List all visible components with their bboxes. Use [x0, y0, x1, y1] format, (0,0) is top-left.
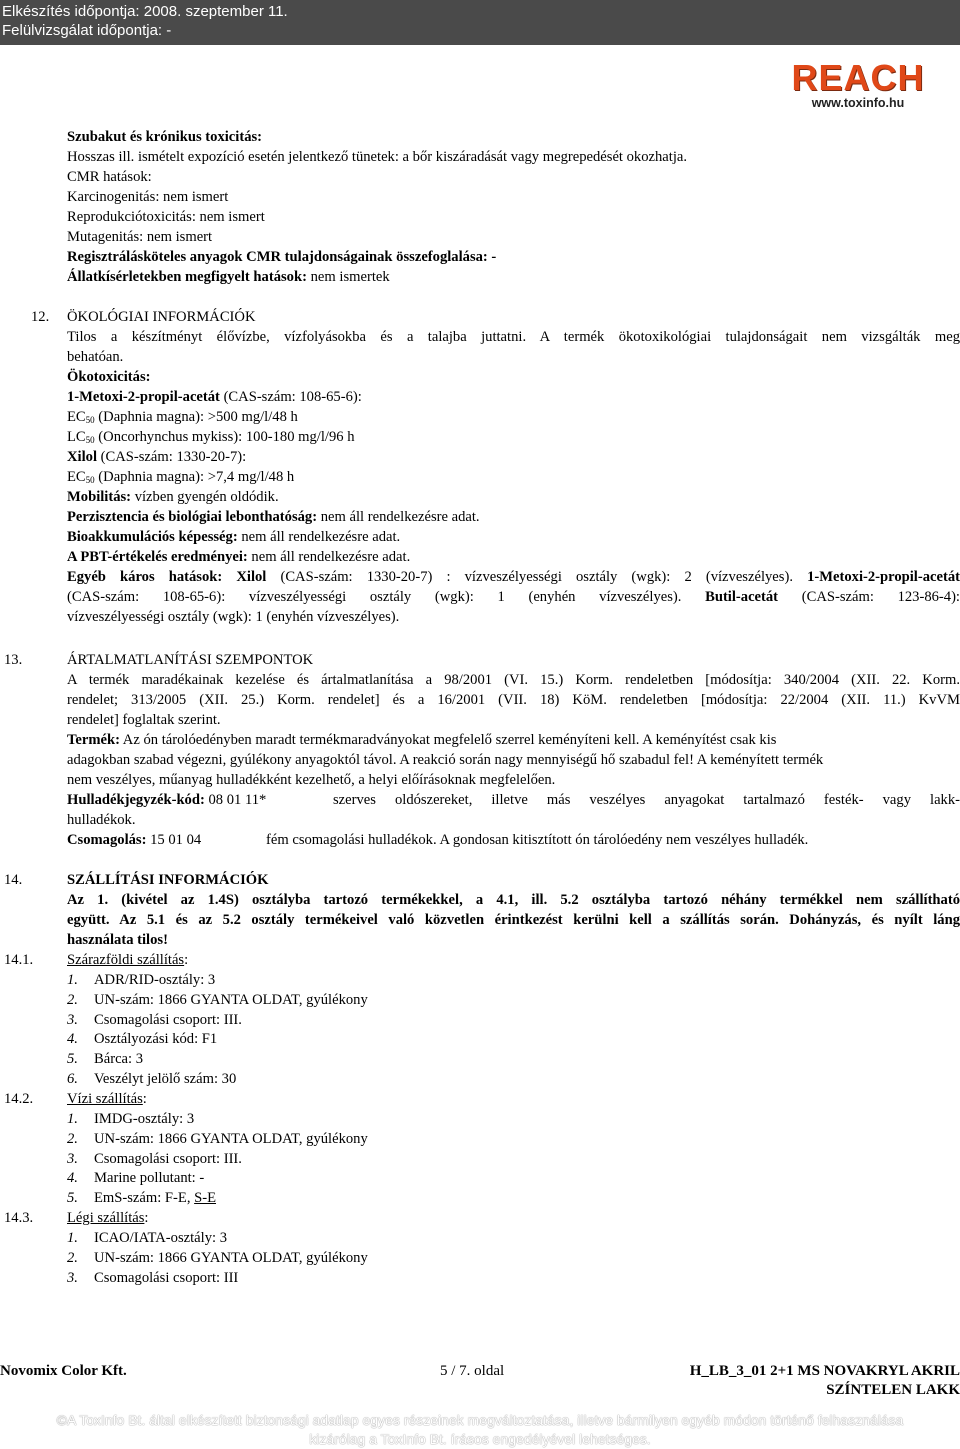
list-item: UN-szám: 1866 GYANTA OLDAT, gyúlékony: [94, 1249, 368, 1266]
list-item: UN-szám: 1866 GYANTA OLDAT, gyúlékony: [94, 1130, 368, 1147]
transport-warning-line3: használata tilos!: [67, 932, 168, 948]
list-item-number: 1.: [67, 972, 78, 988]
subsection-14-3-number: 14.3.: [4, 1210, 34, 1226]
s12-intro-line2: behatóan.: [67, 349, 124, 365]
copyright-line1: ©A ToxInfo Bt. által elkészített biztonsági adatlap egyes részeinek megváltoztatása, illetve bármilyen egyéb módon történő felhasználása: [56, 1412, 904, 1428]
section-14-title: SZÁLLÍTÁSI INFORMÁCIÓK: [67, 872, 269, 888]
list-item-number: 2.: [67, 991, 78, 1008]
product-line1: Termék: Az ón tárolóedényben maradt termékmaradványokat megfelelő szerrel keményíteni kell. A keményítést csak kis: [67, 732, 777, 748]
xylene-substance: Xilol (CAS-szám: 1330-20-7):: [67, 449, 247, 465]
list-item-number: 5.: [67, 1051, 78, 1068]
section-12-title: ÖKOLÓGIAI INFORMÁCIÓK: [67, 309, 256, 325]
waste-desc-line2: hulladékok.: [67, 812, 136, 828]
section-13-title: ÁRTALMATLANÍTÁSI SZEMPONTOK: [67, 652, 314, 668]
list-item-number: 2.: [67, 1249, 78, 1266]
footer-page-number: 5 / 7. oldal: [440, 1363, 505, 1379]
list-item: EmS-szám: F-E, S-E: [94, 1190, 217, 1207]
pbt-assessment: A PBT-értékelés eredményei: nem áll rendelkezésre adat.: [67, 549, 411, 565]
logo-url: www.toxinfo.hu: [811, 96, 905, 110]
mpa-lc50: $LC_{50}$ (Oncorhynchus mykiss): 100-180 mg/l/96 h: [67, 429, 355, 445]
subsection-14-2-title: Vízi szállítás:: [67, 1091, 147, 1107]
list-item: Osztályozási kód: F1: [94, 1031, 218, 1048]
section-14-number: 14.: [4, 872, 23, 888]
list-item-number: 6.: [67, 1071, 78, 1087]
tox-long: Hosszas ill. ismételt expozíció esetén jelentkező tünetek: a bőr kiszáradását vagy megrepedését okozhatja.: [67, 149, 687, 165]
s13-line1: A termék maradékainak kezelése és ártalmatlanítása a 98/2001 (VI. 15.) Korm. rendeletben [módosítja: 340/2004 (XII. 22. Korm.: [67, 672, 960, 688]
transport-warning-line2: együtt. Az 5.1 és az 5.2 osztály termékeivel való közvetlen érintkezést kerülni kell a szállítás során. Dohányzás, és nyílt láng: [67, 912, 960, 928]
list-item: UN-szám: 1866 GYANTA OLDAT, gyúlékony: [94, 991, 368, 1008]
section-13-number: 13.: [4, 652, 23, 668]
other-effects-line3: vízveszélyességi osztály (wgk): 1 (enyhén vízveszélyes).: [67, 609, 400, 625]
s13-line3: rendelet] foglaltak szerint.: [67, 712, 221, 728]
mpa-substance: 1-Metoxi-2-propil-acetát (CAS-szám: 108-65-6):: [67, 389, 362, 405]
copyright-line2: kizárólag a ToxInfo Bt. írásos engedélyével lehetséges.: [309, 1431, 651, 1447]
list-item-number: 1.: [67, 1230, 78, 1246]
bioaccumulation: Bioakkumulációs képesség: nem áll rendelkezésre adat.: [67, 529, 401, 545]
transport-warning-line1: Az 1. (kivétel az 1.4S) osztályba tartozó termékekkel, a 4.1, ill. 5.2 osztályba tartozó néhány termékkel nem szállítható: [67, 892, 960, 908]
list-item-number: 4.: [67, 1031, 78, 1048]
animal-tests: Állatkísérletekben megfigyelt hatások: nem ismertek: [67, 269, 390, 285]
list-item-number: 3.: [67, 1269, 78, 1286]
mpa-ec50: $EC_{50}$ (Daphnia magna): >500 mg/l/48 h: [67, 409, 298, 425]
mutagenicity: Mutagenitás: nem ismert: [67, 229, 213, 245]
section-12-number: 12.: [31, 309, 50, 325]
revision-date: Felülvizsgálat időpontja: -: [2, 22, 172, 39]
s13-line2: rendelet; 313/2005 (XII. 25.) Korm. rendelet] és a 16/2001 (VII. 18) KöM. rendeletben [módosítja: 22/2004 (XII. 11.) KvVM: [67, 692, 960, 708]
list-item: ICAO/IATA-osztály: 3: [94, 1230, 227, 1246]
subsection-14-3-title: Légi szállítás:: [67, 1210, 149, 1226]
page-header-bar: [0, 0, 960, 45]
subsection-14-1-number: 14.1.: [4, 952, 34, 968]
list-item: Csomagolási csoport: III.: [94, 1150, 242, 1167]
list-item-number: 3.: [67, 1150, 78, 1167]
list-item-number: 2.: [67, 1130, 78, 1147]
persistence: Perzisztencia és biológiai lebonthatóság: nem áll rendelkezésre adat.: [67, 509, 480, 525]
waste-code: Hulladékjegyzék-kód: 08 01 11*: [67, 792, 267, 808]
ems-code: S-E: [194, 1190, 217, 1207]
packaging-desc: fém csomagolási hulladékok. A gondosan kitisztított ón tárolóedény nem veszélyes hulladék.: [266, 832, 809, 848]
list-item-number: 4.: [67, 1170, 78, 1187]
list-item: Bárca: 3: [94, 1051, 144, 1068]
mobility: Mobilitás: vízben gyengén oldódik.: [67, 489, 279, 505]
list-item: Csomagolási csoport: III: [94, 1269, 239, 1286]
reprotoxicity: Reprodukciótoxicitás: nem ismert: [67, 209, 265, 225]
list-item: Marine pollutant: -: [94, 1170, 205, 1187]
footer-doc-code: H_LB_3_01 2+1 MS NOVAKRYL AKRIL SZÍNTELEN LAKK: [689, 1363, 960, 1398]
list-item: Csomagolási csoport: III.: [94, 1011, 242, 1028]
subsection-14-1-title: Szárazföldi szállítás:: [67, 952, 189, 968]
carcinogenicity: Karcinogenitás: nem ismert: [67, 189, 229, 205]
xylene-ec50: $EC_{50}$ (Daphnia magna): >7,4 mg/l/48 h: [67, 469, 295, 485]
list-item: Veszélyt jelölő szám: 30: [94, 1071, 237, 1087]
other-effects-line1: Egyéb káros hatások: Xilol (CAS-szám: 1330-20-7) : vízveszélyességi osztály (wgk): 2 (vízveszélyes). 1-Metoxi-2-propil-acetát: [67, 569, 960, 585]
list-item-number: 1.: [67, 1111, 78, 1127]
product-line2: adagokban szabad végezni, gyúlékony anyagoktól távol. A reakció során nagy mennyiségű hő szabadul fel! A keményített termék: [67, 752, 824, 768]
footer-company: Novomix Color Kft.: [0, 1363, 127, 1379]
created-date: Elkészítés időpontja: 2008. szeptember 11.: [2, 3, 288, 20]
product-line3: nem veszélyes, műanyag hulladékként kezelhető, a helyi előírásoknak megfelelően.: [67, 772, 556, 788]
list-item: ADR/RID-osztály: 3: [94, 972, 216, 988]
ecotox-title: Ökotoxicitás:: [67, 369, 151, 385]
list-item-number: 5.: [67, 1190, 78, 1207]
other-effects-line2: (CAS-szám: 108-65-6): vízveszélyességi osztály (wgk): 1 (enyhén vízveszélyes). Butil-acetát (CAS-szám: 123-86-4):: [67, 589, 960, 605]
subsection-14-2-number: 14.2.: [4, 1091, 34, 1107]
list-item-number: 3.: [67, 1011, 78, 1028]
cmr-summary: Regisztrálásköteles anyagok CMR tulajdonságainak összefoglalása: -: [67, 249, 497, 265]
reach-logo: [783, 57, 933, 112]
packaging-code: Csomagolás: 15 01 04: [67, 832, 202, 848]
logo-word: REACH: [791, 57, 925, 98]
list-item: IMDG-osztály: 3: [94, 1111, 195, 1127]
waste-desc-line1: szerves oldószereket, illetve más veszélyes anyagokat tartalmazó festék- vagy lakk-: [333, 792, 960, 808]
cmr-title: CMR hatások:: [67, 169, 152, 185]
s12-intro-line1: Tilos a készítményt élővízbe, vízfolyásokba és a talajba juttatni. A termék ökotoxikológiai tulajdonságait nem vizsgálták meg: [67, 329, 960, 345]
tox-title: Szubakut és krónikus toxicitás:: [67, 129, 263, 145]
